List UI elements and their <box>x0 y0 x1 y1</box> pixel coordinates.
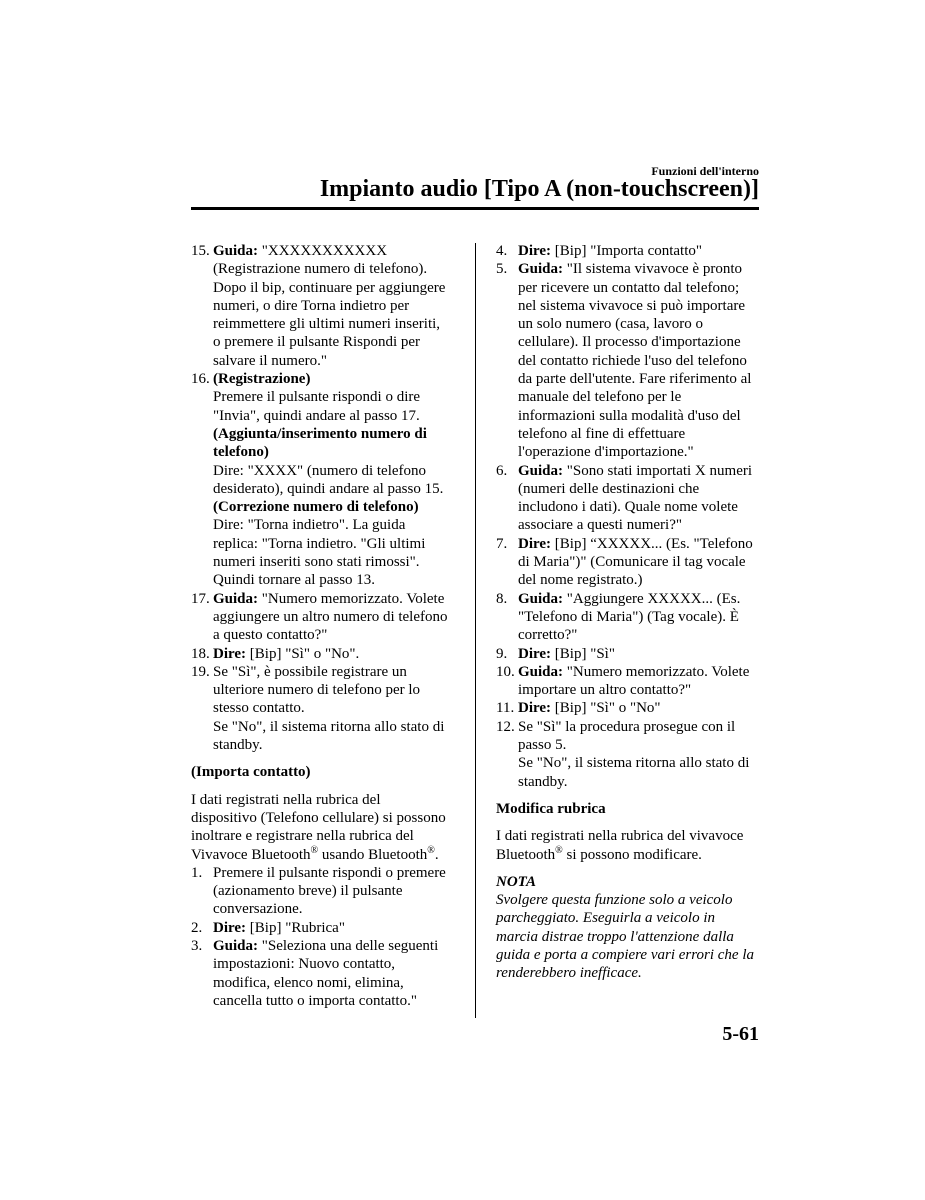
step-number: 17. <box>191 590 210 607</box>
step-number: 2. <box>191 919 203 936</box>
step-text: da parte dell'utente. Fare riferimento al <box>518 371 752 388</box>
step-text: [Bip] "Rubrica" <box>246 919 345 936</box>
step-text: "Seleziona una delle seguenti <box>258 937 439 954</box>
substep-heading: telefono) <box>213 444 269 461</box>
step-text: corretto?" <box>518 627 578 644</box>
substep-heading: (Correzione numero di telefono) <box>213 499 419 516</box>
step-text: importare un altro contatto?" <box>518 682 692 699</box>
step-text: per ricevere un contatto dal telefono; <box>518 279 740 296</box>
para-text: inoltrare e registrare nella rubrica del <box>191 828 414 845</box>
para-text: Vivavoce Bluetooth <box>191 846 311 863</box>
step-text: "Aggiungere XXXXX... (Es. <box>563 590 741 607</box>
page-number: 5-61 <box>722 1023 759 1045</box>
step-text: cancella tutto o importa contatto." <box>213 992 417 1009</box>
step-number: 12. <box>496 718 515 735</box>
step-number: 15. <box>191 243 210 259</box>
step-number: 19. <box>191 663 210 680</box>
step-text: informazioni sulla modalità d'uso del <box>518 407 741 424</box>
step-text: standby. <box>213 737 263 754</box>
step-text: cellulare). Il processo d'importazione <box>518 334 741 351</box>
step-text: modifica, elenco nomi, elimina, <box>213 974 404 991</box>
step-text: "Numero memorizzato. Volete <box>258 590 445 607</box>
step-text: Se "Sì", è possibile registrare un <box>213 663 407 680</box>
step-text: salvare il numero." <box>213 352 328 369</box>
step-6 <box>496 462 762 535</box>
step-text: numeri, o dire Torna indietro per <box>213 297 410 314</box>
step-text: "XXXXXXXXXXX <box>258 243 388 259</box>
step-text: "Sono stati importati X numeri <box>563 462 753 479</box>
step-number: 10. <box>496 663 515 680</box>
step-text: [Bip] "Sì" o "No". <box>246 645 360 662</box>
step-label: Dire: <box>518 700 552 717</box>
step-text: un solo numero (casa, lavoro o <box>518 316 703 333</box>
step-label: Guida: <box>518 663 564 680</box>
step-text: del nome registrato.) <box>518 572 643 589</box>
step-label: Dire: <box>518 645 552 662</box>
step-text: o premere il pulsante Rispondi per <box>213 334 421 351</box>
step-number: 6. <box>496 462 508 479</box>
header-rule <box>191 207 759 210</box>
registered-mark: ® <box>427 844 435 856</box>
step-label: Guida: <box>518 590 564 607</box>
step-text: di Maria")" (Comunicare il tag vocale <box>518 554 746 571</box>
step-2 <box>191 919 461 937</box>
step-10 <box>496 663 762 700</box>
step-number: 11. <box>496 700 515 717</box>
step-label: Dire: <box>518 535 552 552</box>
step-text: aggiungere un altro numero di telefono <box>213 608 448 625</box>
step-text: manuale del telefono per le <box>518 389 682 406</box>
step-text: "Il sistema vivavoce è pronto <box>563 261 743 278</box>
step-text: Premere il pulsante rispondi o dire <box>213 389 421 406</box>
step-text: replica: "Torna indietro. "Gli ultimi <box>213 535 426 552</box>
step-label: Guida: <box>213 590 259 607</box>
step-18 <box>191 645 461 663</box>
step-number: 16. <box>191 371 210 388</box>
step-text: stesso contatto. <box>213 700 305 717</box>
note-line: Svolgere questa funzione solo a veicolo <box>496 892 733 909</box>
step-text: "Numero memorizzato. Volete <box>563 663 750 680</box>
right-column <box>496 242 762 983</box>
step-text: ulteriore numero di telefono per lo <box>213 682 421 699</box>
para-text: Bluetooth <box>496 846 556 863</box>
step-text: [Bip] "Sì" <box>551 645 615 662</box>
step-text: Dire: "Torna indietro". La guida <box>213 517 406 534</box>
step-text: a questo contatto?" <box>213 627 328 644</box>
registered-mark: ® <box>310 844 319 856</box>
column-divider <box>475 243 476 1018</box>
substep-heading: (Aggiunta/inserimento numero di <box>213 425 427 442</box>
section-heading-edit: Modifica rubrica <box>496 800 606 817</box>
para-text: dispositivo (Telefono cellulare) si possono <box>191 809 446 826</box>
step-text: reimmettere gli ultimi numeri inseriti, <box>213 316 441 333</box>
step-text: "Invia", quindi andare al passo 17. <box>213 407 420 424</box>
step-19 <box>191 663 461 754</box>
step-text: Se "Sì" la procedura prosegue con il <box>518 718 736 735</box>
step-number: 7. <box>496 535 508 552</box>
substep-heading: (Registrazione) <box>213 371 311 388</box>
step-label: Guida: <box>213 243 259 259</box>
step-text: nel sistema vivavoce si può importare <box>518 297 746 314</box>
step-text: Quindi tornare al passo 13. <box>213 572 376 589</box>
section-label: Funzioni dell'interno <box>651 164 759 178</box>
step-text: Se "No", il sistema ritorna allo stato di <box>518 755 750 772</box>
para-text: usando Bluetooth <box>318 846 428 863</box>
note-heading: NOTA <box>496 873 537 890</box>
step-8 <box>496 590 762 645</box>
left-column <box>191 242 461 1010</box>
step-number: 5. <box>496 261 508 278</box>
step-text: (azionamento breve) il pulsante <box>213 883 403 900</box>
step-9 <box>496 645 762 663</box>
intro-paragraph <box>191 791 461 864</box>
step-text: conversazione. <box>213 901 303 918</box>
step-text: includono i dati). Quale nome volete <box>518 499 738 516</box>
step-number: 4. <box>496 243 508 259</box>
para-text: I dati registrati nella rubrica del <box>191 791 381 808</box>
step-number: 18. <box>191 645 210 662</box>
step-5 <box>496 260 762 461</box>
para-text: I dati registrati nella rubrica del vivavoce <box>496 828 744 845</box>
step-text: standby. <box>518 773 568 790</box>
step-label: Dire: <box>518 243 552 259</box>
step-text: [Bip] "Importa contatto" <box>551 243 703 259</box>
note-line: parcheggiato. Eseguirla a veicolo in <box>496 910 715 927</box>
step-7 <box>496 535 762 590</box>
section-heading-import: (Importa contatto) <box>191 764 311 781</box>
step-number: 9. <box>496 645 508 662</box>
step-11 <box>496 699 762 717</box>
step-text: (numeri delle destinazioni che <box>518 480 700 497</box>
para-text: . <box>434 846 439 863</box>
step-text: Se "No", il sistema ritorna allo stato di <box>213 718 445 735</box>
step-label: Guida: <box>213 937 259 954</box>
note-line: renderebbero inefficace. <box>496 965 642 982</box>
step-label: Dire: <box>213 645 247 662</box>
step-number: 1. <box>191 864 203 881</box>
step-text: passo 5. <box>518 737 567 754</box>
edit-paragraph <box>496 827 762 864</box>
note-line: guida e porta a compiere vari errori che la <box>496 946 755 963</box>
step-text: del contatto richiede l'uso del telefono <box>518 352 747 369</box>
page-title: Impianto audio [Tipo A (non-touchscreen)] <box>319 176 759 202</box>
note-line: marcia distrae troppo l'attenzione dalla <box>496 928 734 945</box>
registered-mark: ® <box>555 844 563 856</box>
step-text: Dopo il bip, continuare per aggiungere <box>213 279 446 296</box>
step-text: (Registrazione numero di telefono). <box>213 261 428 278</box>
step-16 <box>191 370 461 590</box>
step-text: "Telefono di Maria") (Tag vocale). È <box>518 608 739 625</box>
step-1 <box>191 864 461 919</box>
step-3 <box>191 937 461 1010</box>
para-text: si possono modificare. <box>562 846 702 863</box>
step-4 <box>496 242 762 260</box>
step-text: desiderato), quindi andare al passo 15. <box>213 480 444 497</box>
step-text: numeri inseriti sono stati rimossi". <box>213 554 420 571</box>
step-text: Dire: "XXXX" (numero di telefono <box>213 462 427 479</box>
step-text: associare a questi numeri?" <box>518 517 682 534</box>
step-12 <box>496 718 762 791</box>
note-text <box>496 891 762 982</box>
step-text: Premere il pulsante rispondi o premere <box>213 864 446 881</box>
step-text: l'operazione d'importazione." <box>518 444 694 461</box>
step-label: Dire: <box>213 919 247 936</box>
step-label: Guida: <box>518 462 564 479</box>
step-text: impostazioni: Nuovo contatto, <box>213 956 396 973</box>
step-text: [Bip] “XXXXX... (Es. "Telefono <box>551 535 753 552</box>
step-label: Guida: <box>518 261 564 278</box>
step-number: 3. <box>191 937 203 954</box>
step-text: [Bip] "Sì" o "No" <box>551 700 661 717</box>
step-text: telefono al fine di effettuare <box>518 425 686 442</box>
step-number: 8. <box>496 590 508 607</box>
step-15 <box>191 242 461 370</box>
step-17 <box>191 590 461 645</box>
